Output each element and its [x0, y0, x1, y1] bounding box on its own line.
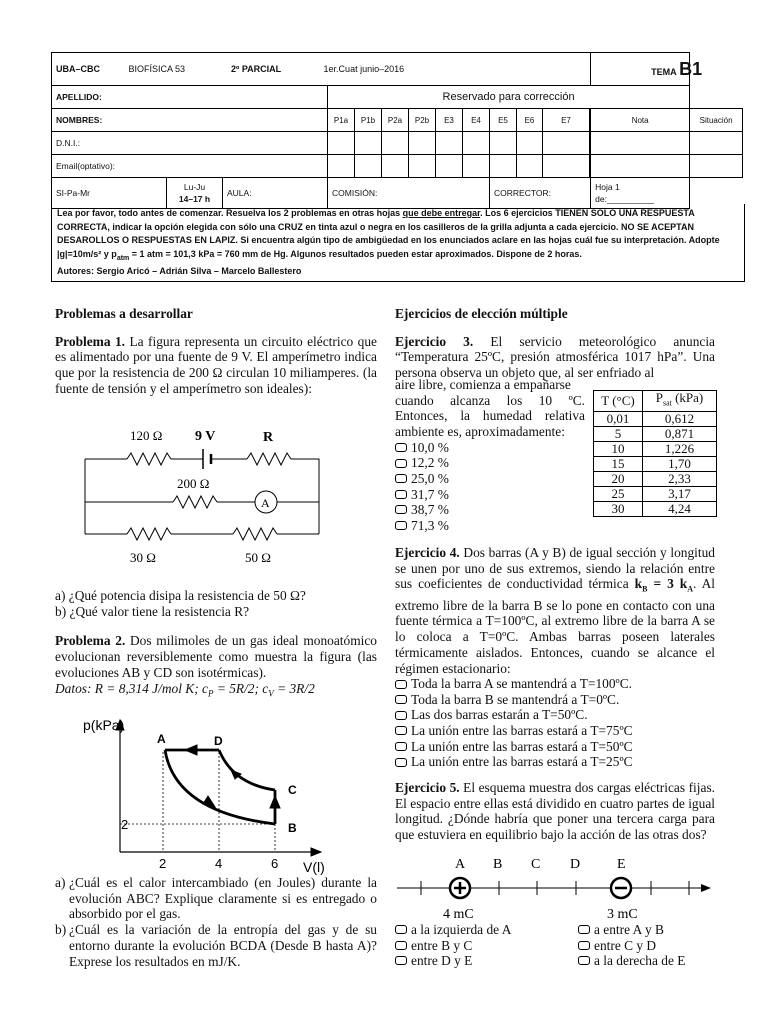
- aula-label: AULA:: [223, 178, 328, 209]
- checkbox[interactable]: [395, 711, 407, 720]
- exercise-4: [395, 545, 715, 843]
- checkbox[interactable]: [395, 726, 407, 735]
- checkbox[interactable]: [395, 505, 407, 514]
- table-cell: 0,612: [643, 411, 717, 426]
- charges-diagram: [395, 852, 717, 924]
- data-text-2: = 5R/2; c: [213, 680, 269, 696]
- saturation-table: [593, 390, 717, 517]
- corrector-label: CORRECTOR:: [490, 178, 591, 209]
- cv-sub: V: [268, 688, 274, 699]
- e5-options-right: [578, 922, 728, 969]
- problem-1-a: a) ¿Qué potencia disipa la resistencia de 50 Ω?: [55, 588, 306, 603]
- grid-cell: [382, 132, 409, 155]
- exercise-3-text: El servicio meteorológico anuncia “Temperatura 25ºC, presión atmosférica 1017 hPa”. Una persona observa un objeto que, al ser enfriado al: [395, 333, 715, 381]
- e5-option[interactable]: [578, 938, 728, 954]
- arrow-BC: [270, 796, 280, 808]
- table-row: [594, 456, 717, 471]
- e3-option-label: 12,2 %: [411, 455, 449, 471]
- e4-option-label: La unión entre las barras estará a T=75ºC: [411, 723, 633, 739]
- wire: [291, 459, 319, 534]
- table-cell: 2,33: [643, 471, 717, 486]
- grid-col-e7: E7: [543, 109, 590, 132]
- e3-option[interactable]: [395, 518, 585, 534]
- grid-col-p2a: P2a: [382, 109, 409, 132]
- grid-col-p1b: P1b: [355, 109, 382, 132]
- table-cell: 15: [594, 456, 643, 471]
- label-200: 200 Ω: [177, 476, 210, 491]
- left-column-2: [55, 588, 377, 702]
- data-text-3: = 3R/2: [273, 680, 315, 696]
- table-header-p-unit: (kPa): [671, 390, 704, 405]
- checkbox[interactable]: [395, 443, 407, 452]
- grid-col-e4: E4: [463, 109, 490, 132]
- exercise-4-text: [395, 545, 715, 676]
- e3-option[interactable]: [395, 502, 585, 518]
- grid-cell: [355, 155, 382, 178]
- label-30: 30 Ω: [130, 550, 156, 565]
- ytick-2: 2: [121, 817, 129, 832]
- e3-line-3: cuando alcanza los 10 ºC.: [395, 392, 585, 408]
- checkbox[interactable]: [395, 490, 407, 499]
- exercise-4-title: Ejercicio 4.: [395, 545, 460, 560]
- point-label-A: A: [455, 857, 466, 872]
- problem-2-b-text: ¿Cuál es la variación de la entropía del gas y de su entorno durante la evolución BCDA (Desde B hasta A)? Exprese los resultados en mJ/K.: [69, 922, 377, 969]
- table-cell: 3,17: [643, 486, 717, 501]
- grid-cell: [690, 132, 743, 155]
- table-header-t: T (°C): [594, 391, 643, 412]
- e4-text-1: Dos barras (A y B) de igual sección y longitud se unen por uno de sus extremos, siendo la relación entre sus coeficientes de conductividad térmica: [395, 545, 716, 592]
- grid-cell: [690, 155, 743, 178]
- grid-col-p1a: P1a: [328, 109, 355, 132]
- problem-2-a-text: ¿Cuál es el calor intercambiado (en Joules) durante la evolución ABC? Explique claramente si es entregado o absorbido por el gas.: [69, 875, 377, 922]
- checkbox[interactable]: [578, 956, 590, 965]
- point-label-B: B: [493, 857, 503, 872]
- problem-2: [55, 633, 377, 680]
- e3-option[interactable]: [395, 487, 585, 503]
- e3-option[interactable]: [395, 471, 585, 487]
- e3-option-label: 31,7 %: [411, 486, 449, 502]
- e3-option[interactable]: [395, 440, 585, 456]
- days-label: SI-Pa-Mr: [52, 178, 167, 209]
- grid-cell: [409, 155, 436, 178]
- arrow-DA: [185, 745, 197, 755]
- charge-2-label: 3 mC: [607, 907, 638, 922]
- label-9v: 9 V: [195, 429, 216, 444]
- point-B: B: [288, 821, 297, 835]
- grid-cell: [328, 155, 355, 178]
- circuit-diagram: [55, 424, 355, 570]
- grid-cell: [591, 155, 690, 178]
- e5-option-label: entre D y E: [411, 953, 473, 969]
- tema-label: TEMA: [651, 66, 677, 77]
- exercise-3-intro: [395, 334, 715, 381]
- grid-cell: [463, 155, 490, 178]
- checkbox[interactable]: [395, 956, 407, 965]
- grid-cell: [517, 132, 543, 155]
- exercise-5-title: Ejercicio 5.: [395, 779, 460, 795]
- e3-line-4: Entonces, la humedad relativa: [395, 408, 585, 424]
- problem-1-title: Problema 1.: [55, 333, 126, 349]
- checkbox[interactable]: [395, 695, 407, 704]
- grid-cell: [490, 155, 517, 178]
- e5-options-left: [395, 922, 575, 969]
- table-cell: 0,01: [594, 411, 643, 426]
- nombres-label: NOMBRES:: [52, 109, 328, 132]
- point-label-C: C: [531, 857, 541, 872]
- checkbox[interactable]: [578, 941, 590, 950]
- instructions-text-1: Lea por favor, todo antes de comenzar. Resuelva los 2 problemas en otras hojas: [57, 208, 403, 218]
- e4-option[interactable]: [395, 692, 715, 708]
- table-cell: 5: [594, 426, 643, 441]
- point-C: C: [288, 783, 297, 797]
- table-cell: 10: [594, 441, 643, 456]
- e4-option-label: Toda la barra B se mantendrá a T=0ºC.: [411, 691, 620, 707]
- e4-option-label: Toda la barra A se mantendrá a T=100ºC.: [411, 676, 632, 692]
- problem-1: [55, 334, 377, 397]
- e3-line-5: ambiente es, aproximadamente:: [395, 424, 565, 440]
- days-lu-ju: Lu-Ju: [183, 182, 206, 192]
- comision-label: COMISIÓN:: [328, 178, 490, 209]
- e5-option-label: entre B y C: [411, 937, 473, 953]
- resistor-30: [127, 528, 171, 540]
- table-cell: 1,70: [643, 456, 717, 471]
- ammeter-label: A: [261, 496, 270, 510]
- e4-option[interactable]: [395, 739, 715, 755]
- grid-col-nota: Nota: [591, 109, 690, 132]
- hoja-label: Hoja 1: [595, 182, 620, 192]
- exercise-5-text: [395, 780, 715, 843]
- e3-option-label: 10,0 %: [411, 439, 449, 455]
- instructions-text-2: . Los 6 ejercicios TIENEN SOLO UNA RESPUESTA CORRECTA, indicar la opción elegida con sólo una CRUZ en tinta azul o negra en los casilleros de la grilla adjunta a cada ejercicio. NO SE ACEPTAN DESAROLLOS O RESPUESTAS EN LAPIZ. Si encuentra algún tipo de ambigüedad en los enunciados aclare en las hojas cuál fue su interpretación. Adopte |g|=10m/s² y p: [57, 208, 720, 259]
- axis-arrow: [701, 884, 711, 892]
- pv-diagram: [75, 712, 365, 875]
- xtick-4: 4: [215, 856, 223, 871]
- e4-option-label: Las dos barras estarán a T=50ºC.: [411, 707, 588, 723]
- apellido-label: APELLIDO:: [52, 86, 328, 109]
- pv-xlabel: V(l): [303, 859, 325, 875]
- e5-option-label: a la izquierda de A: [411, 921, 512, 937]
- e4-kb-sub: B: [642, 585, 648, 595]
- e5-option-label: a entre A y B: [594, 921, 664, 937]
- item-a: a): [55, 875, 66, 890]
- grid-cell: [543, 155, 590, 178]
- email-label: Email(optativo):: [52, 155, 328, 178]
- e4-kb: k: [634, 576, 643, 592]
- e4-option-label: La unión entre las barras estará a T=50ºC: [411, 738, 633, 754]
- problem-1-text: La figura representa un circuito eléctrico que es alimentado por una fuente de 9 V. El amperímetro indica que por la resistencia de 200 Ω circulan 10 miliamperes. (la fuente de tensión y el amperímetro son ideales):: [55, 333, 377, 396]
- e5-option[interactable]: [395, 938, 575, 954]
- process-CD: [219, 750, 275, 790]
- header-table: [51, 52, 743, 209]
- grid-cell: [409, 132, 436, 155]
- authors: Autores: Sergio Aricó – Adrián Silva – Marcelo Ballestero: [57, 265, 302, 276]
- xtick-2: 2: [159, 856, 167, 871]
- subject: BIOFÍSICA 53: [128, 64, 186, 74]
- left-column: [55, 306, 377, 397]
- problem-2-title: Problema 2.: [55, 633, 126, 649]
- e5-option[interactable]: [395, 953, 575, 969]
- instructions-text-3: = 1 atm = 101,3 kPa = 760 mm de Hg. Algunos resultados pueden estar aproximados. Dispone de 2 horas.: [129, 248, 582, 259]
- checkbox[interactable]: [578, 925, 590, 934]
- hours: 14–17 h: [178, 194, 211, 204]
- exercise-3-left: [395, 377, 585, 533]
- grid-cell: [543, 132, 590, 155]
- table-row: [594, 426, 717, 441]
- exam-date: 1er.Cuat junio–2016: [323, 64, 405, 74]
- right-column: [395, 306, 715, 381]
- item-b: b): [55, 922, 67, 938]
- instructions-underlined: que debe entregar: [402, 208, 481, 218]
- grid-cell: [382, 155, 409, 178]
- grid-cell: [436, 132, 463, 155]
- right-heading: Ejercicios de elección múltiple: [395, 306, 568, 321]
- resistor-50: [233, 528, 277, 540]
- e4-eq: = 3 k: [647, 576, 688, 592]
- exam-name: 2º PARCIAL: [231, 64, 282, 74]
- e5-option-label: entre C y D: [594, 937, 657, 953]
- e4-option[interactable]: [395, 707, 715, 723]
- checkbox[interactable]: [395, 680, 407, 689]
- problem-2-b: [55, 922, 377, 969]
- e3-option-label: 38,7 %: [411, 502, 449, 518]
- e5-option[interactable]: [578, 953, 728, 969]
- label-R: R: [263, 430, 274, 445]
- e5-option[interactable]: [395, 922, 575, 938]
- problem-2-text: Dos milimoles de un gas ideal monoatómico evolucionan reversiblemente como muestra la figura (las evoluciones AB y CD son isotérmicas).: [55, 633, 377, 680]
- table-header-p-label: P: [655, 390, 663, 405]
- cp-sub: P: [207, 688, 214, 699]
- e3-option-label: 25,0 %: [411, 470, 449, 486]
- problem-2-a: [55, 875, 377, 922]
- label-120: 120 Ω: [130, 428, 163, 443]
- checkbox[interactable]: [395, 459, 407, 468]
- e4-text-2: . Al extremo libre de la barra B se lo pone en contacto con una fuente térmica a T=100ºC, al extremo libre de la barra A se lo coloca a T=0ºC. Ambas barras poseen laterales térmicamente aislados. Entonces, cuando se alcance el régimen estacionario:: [395, 576, 715, 676]
- grid-col-p2b: P2b: [409, 109, 436, 132]
- table-row: [594, 501, 717, 516]
- e3-option[interactable]: [395, 455, 585, 471]
- patm-sub: atm: [116, 254, 130, 262]
- table-cell: 25: [594, 486, 643, 501]
- charge-1-label: 4 mC: [443, 907, 474, 922]
- left-heading: Problemas a desarrollar: [55, 306, 193, 321]
- resistor-200: [173, 496, 217, 508]
- grid-cell: [463, 132, 490, 155]
- hoja-de: de:__________: [595, 194, 655, 204]
- table-cell: 20: [594, 471, 643, 486]
- e4-ka-sub: A: [687, 585, 693, 595]
- grid-cell: [517, 155, 543, 178]
- reserved-title: Reservado para corrección: [328, 86, 690, 109]
- resistor-R: [247, 453, 291, 465]
- institution: UBA–CBC: [56, 64, 101, 74]
- instructions: [51, 204, 745, 282]
- table-row: [594, 441, 717, 456]
- grid-cell: [328, 132, 355, 155]
- pv-ylabel: p(kPa): [83, 717, 125, 733]
- e3-line-2: aire libre, comienza a empañarse: [395, 377, 571, 392]
- checkbox[interactable]: [395, 941, 407, 950]
- checkbox[interactable]: [395, 521, 407, 530]
- xtick-6: 6: [271, 856, 279, 871]
- grid-cell: [591, 132, 690, 155]
- point-label-E: E: [617, 857, 626, 872]
- checkbox[interactable]: [395, 742, 407, 751]
- table-row: [594, 471, 717, 486]
- table-cell: 4,24: [643, 501, 717, 516]
- table-cell: 30: [594, 501, 643, 516]
- resistor-120: [127, 453, 171, 465]
- grid-cell: [490, 132, 517, 155]
- problem-2-data: [55, 681, 377, 702]
- checkbox[interactable]: [395, 474, 407, 483]
- table-header-p-sub: sat: [662, 398, 672, 408]
- grid-col-e3: E3: [436, 109, 463, 132]
- point-A: A: [157, 732, 166, 746]
- grid-cell: [355, 132, 382, 155]
- table-cell: 0,871: [643, 426, 717, 441]
- table-cell: 1,226: [643, 441, 717, 456]
- e5-option-label: a la derecha de E: [594, 953, 686, 969]
- e3-option-label: 71,3 %: [411, 517, 449, 533]
- point-D: D: [214, 734, 223, 748]
- tema-value: B1: [679, 58, 703, 79]
- table-row: [594, 486, 717, 501]
- problem-1-b: b) ¿Qué valor tiene la resistencia R?: [55, 603, 250, 619]
- table-row: [594, 411, 717, 426]
- e4-option[interactable]: [395, 754, 715, 770]
- x-axis-arrow: [311, 848, 321, 856]
- e4-option-label: La unión entre las barras estará a T=25ºC: [411, 754, 633, 770]
- e5-text: El esquema muestra dos cargas eléctricas fijas. El espacio entre ellas está dividido en cuatro partes de igual longitud. ¿Dónde habría que poner una tercera carga para que estuviera en equilibrio bajo la acción de las otras dos?: [395, 779, 716, 842]
- point-label-D: D: [570, 857, 581, 872]
- left-column-3: [55, 875, 377, 969]
- grid-col-e5: E5: [490, 109, 517, 132]
- e5-option[interactable]: [578, 922, 728, 938]
- exercise-3-title: Ejercicio 3.: [395, 333, 474, 349]
- dni-label: D.N.I.:: [52, 132, 328, 155]
- e4-option[interactable]: [395, 676, 715, 692]
- grid-cell: [436, 155, 463, 178]
- table-header-p: [643, 391, 717, 412]
- label-50: 50 Ω: [245, 550, 271, 565]
- data-text-1: Datos: R = 8,314 J/mol K; c: [55, 680, 208, 696]
- checkbox[interactable]: [395, 758, 407, 767]
- grid-col-e6: E6: [517, 109, 543, 132]
- e4-option[interactable]: [395, 723, 715, 739]
- grid-col-situacion: Situación: [690, 109, 743, 132]
- checkbox[interactable]: [395, 925, 407, 934]
